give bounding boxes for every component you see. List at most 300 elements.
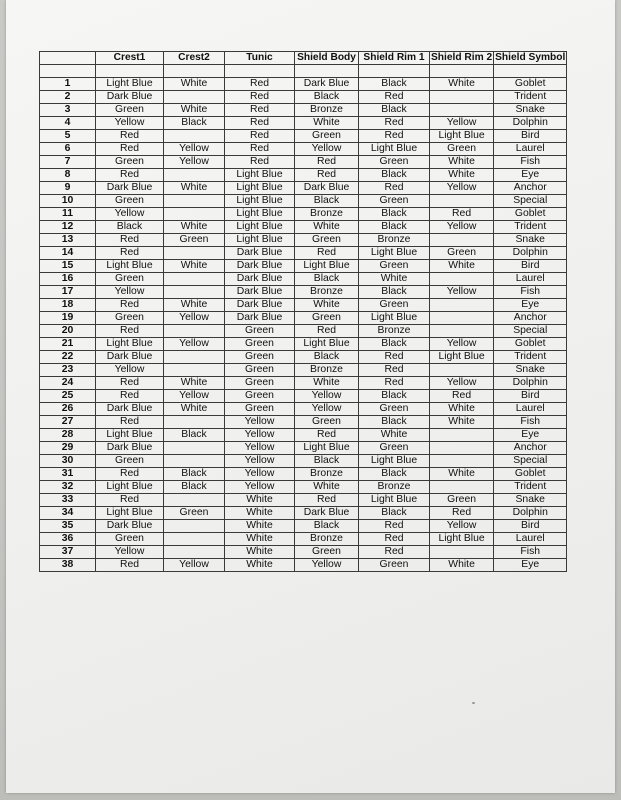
row-number-cell: 31	[40, 468, 96, 481]
row-number-cell: 17	[40, 286, 96, 299]
table-cell	[430, 299, 494, 312]
table-row	[40, 260, 567, 273]
table-cell: Black	[359, 286, 430, 299]
table-cell: Bronze	[295, 104, 359, 117]
table-cell: White	[225, 520, 295, 533]
table-cell: Green	[359, 260, 430, 273]
table-cell: Light Blue	[225, 221, 295, 234]
table-cell: Dark Blue	[225, 299, 295, 312]
table-cell: Red	[359, 182, 430, 195]
table-cell: Light Blue	[430, 130, 494, 143]
table-cell: Red	[295, 494, 359, 507]
table-cell: Red	[359, 351, 430, 364]
table-cell: Red	[359, 130, 430, 143]
table-cell: Red	[96, 325, 164, 338]
table-cell: Green	[96, 455, 164, 468]
table-cell: Green	[359, 156, 430, 169]
table-row	[40, 117, 567, 130]
table-row	[40, 403, 567, 416]
row-number-cell: 5	[40, 130, 96, 143]
table-cell: Red	[225, 143, 295, 156]
table-cell: White	[430, 169, 494, 182]
table-cell: White	[164, 182, 225, 195]
row-number-cell: 2	[40, 91, 96, 104]
table-cell: Light Blue	[225, 182, 295, 195]
table-cell: White	[430, 559, 494, 572]
header-cell: Shield Rim 2	[431, 52, 493, 63]
table-cell: Red	[96, 390, 164, 403]
table-cell: Yellow	[430, 221, 494, 234]
table-cell: Light Blue	[430, 533, 494, 546]
table-cell: Red	[430, 208, 494, 221]
header-cell: Crest2	[164, 52, 225, 65]
empty-cell	[359, 65, 430, 78]
table-cell: Green	[359, 442, 430, 455]
table-cell: Red	[225, 117, 295, 130]
table-cell	[430, 429, 494, 442]
table-cell: Fish	[494, 546, 567, 559]
table-cell: Bronze	[359, 481, 430, 494]
table-cell: Green	[295, 130, 359, 143]
table-cell: Snake	[494, 494, 567, 507]
table-cell: Light Blue	[225, 169, 295, 182]
table-cell: Red	[359, 546, 430, 559]
table-cell: White	[164, 260, 225, 273]
header-cell: Shield Body	[295, 52, 359, 65]
row-number-cell: 15	[40, 260, 96, 273]
table-cell: Red	[96, 494, 164, 507]
table-cell: Red	[359, 520, 430, 533]
row-number-cell: 8	[40, 169, 96, 182]
table-cell: Yellow	[96, 364, 164, 377]
table-cell: Red	[96, 377, 164, 390]
table-cell: Yellow	[225, 481, 295, 494]
table-cell: White	[430, 416, 494, 429]
table-cell: Yellow	[430, 286, 494, 299]
table-cell	[164, 208, 225, 221]
table-cell: Yellow	[164, 156, 225, 169]
table-row	[40, 221, 567, 234]
table-cell: Bird	[494, 520, 567, 533]
table-row	[40, 533, 567, 546]
table-row	[40, 312, 567, 325]
table-cell: Dark Blue	[96, 351, 164, 364]
table-cell: Bird	[494, 390, 567, 403]
table-cell: Yellow	[225, 429, 295, 442]
table-cell: Yellow	[225, 468, 295, 481]
table-cell: Red	[359, 364, 430, 377]
row-number-cell: 19	[40, 312, 96, 325]
table-row	[40, 104, 567, 117]
table-cell: White	[359, 429, 430, 442]
table-row	[40, 208, 567, 221]
table-row	[40, 130, 567, 143]
table-cell: Green	[225, 364, 295, 377]
table-cell: White	[430, 403, 494, 416]
table-cell: Yellow	[430, 338, 494, 351]
table-cell	[164, 520, 225, 533]
table-cell: Light Blue	[96, 481, 164, 494]
table-cell	[164, 533, 225, 546]
table-cell: Eye	[494, 559, 567, 572]
table-row	[40, 143, 567, 156]
table-cell: Green	[96, 195, 164, 208]
table-cell: Light Blue	[225, 234, 295, 247]
empty-cell	[225, 65, 295, 78]
table-cell: Yellow	[295, 559, 359, 572]
table-cell: Red	[295, 169, 359, 182]
row-number-cell: 32	[40, 481, 96, 494]
table-cell: Yellow	[96, 208, 164, 221]
table-cell	[430, 104, 494, 117]
table-cell	[430, 364, 494, 377]
table-cell: Green	[225, 338, 295, 351]
table-cell: Bird	[494, 130, 567, 143]
table-cell: Red	[295, 247, 359, 260]
table-cell: Green	[359, 403, 430, 416]
table-cell: Dolphin	[494, 247, 567, 260]
table-cell: Trident	[494, 351, 567, 364]
table-cell: Red	[359, 117, 430, 130]
table-cell: Eye	[494, 429, 567, 442]
table-cell: Red	[96, 468, 164, 481]
table-cell: Special	[494, 195, 567, 208]
row-number-cell: 26	[40, 403, 96, 416]
table-cell: Light Blue	[96, 507, 164, 520]
table-row	[40, 247, 567, 260]
empty-cell	[494, 65, 567, 78]
table-cell: Fish	[494, 286, 567, 299]
table-cell: Laurel	[494, 273, 567, 286]
table-cell	[430, 312, 494, 325]
table-cell: Yellow	[164, 312, 225, 325]
table-cell: Special	[494, 325, 567, 338]
table-cell: Bronze	[359, 234, 430, 247]
table-cell: Red	[96, 247, 164, 260]
table-cell: Light Blue	[359, 455, 430, 468]
table-cell: Light Blue	[96, 429, 164, 442]
table-cell: White	[295, 221, 359, 234]
table-cell: Red	[359, 91, 430, 104]
table-cell: Red	[295, 429, 359, 442]
table-cell: Light Blue	[96, 260, 164, 273]
table-cell	[164, 247, 225, 260]
color-assignment-table	[39, 51, 567, 572]
table-cell: Laurel	[494, 403, 567, 416]
table-cell: Black	[359, 104, 430, 117]
table-cell	[164, 416, 225, 429]
table-cell: Yellow	[225, 455, 295, 468]
empty-cell	[295, 65, 359, 78]
empty-cell	[96, 65, 164, 78]
table-cell: Bird	[494, 260, 567, 273]
table-cell: Black	[295, 195, 359, 208]
table-row	[40, 429, 567, 442]
row-number-cell: 27	[40, 416, 96, 429]
table-cell: Green	[225, 390, 295, 403]
row-number-cell: 33	[40, 494, 96, 507]
table-cell: Light Blue	[430, 351, 494, 364]
table-cell: Black	[295, 273, 359, 286]
table-cell: Green	[96, 533, 164, 546]
table-cell	[164, 195, 225, 208]
table-cell: Yellow	[96, 546, 164, 559]
table-cell: Black	[164, 429, 225, 442]
table-cell: White	[164, 403, 225, 416]
table-cell: Green	[295, 312, 359, 325]
empty-cell	[430, 65, 494, 78]
row-number-cell: 20	[40, 325, 96, 338]
table-cell: Red	[225, 104, 295, 117]
table-cell: Black	[359, 507, 430, 520]
table-cell: Dark Blue	[96, 182, 164, 195]
row-number-cell: 36	[40, 533, 96, 546]
table-cell: Black	[359, 169, 430, 182]
table-cell	[164, 325, 225, 338]
table-cell: Dark Blue	[96, 91, 164, 104]
table-cell: Dark Blue	[96, 403, 164, 416]
table-cell	[164, 455, 225, 468]
table-row	[40, 546, 567, 559]
table-row	[40, 559, 567, 572]
table-cell: Bronze	[295, 286, 359, 299]
table-cell: Dark Blue	[225, 273, 295, 286]
table-cell: Red	[225, 91, 295, 104]
table-cell: Red	[225, 130, 295, 143]
table-cell	[430, 325, 494, 338]
table-cell: Yellow	[164, 390, 225, 403]
row-number-cell: 23	[40, 364, 96, 377]
table-cell: Goblet	[494, 468, 567, 481]
table-cell: Black	[164, 481, 225, 494]
header-cell	[40, 52, 96, 65]
table-cell: White	[225, 533, 295, 546]
table-cell	[430, 195, 494, 208]
table-cell: Yellow	[96, 117, 164, 130]
table-cell: White	[225, 559, 295, 572]
table-cell: Yellow	[295, 390, 359, 403]
table-cell: Dark Blue	[225, 247, 295, 260]
table-cell: Yellow	[295, 143, 359, 156]
header-cell: Tunic	[225, 52, 295, 65]
table-cell: Green	[359, 299, 430, 312]
table-row	[40, 442, 567, 455]
table-row	[40, 416, 567, 429]
table-cell: Green	[359, 559, 430, 572]
table-cell: Fish	[494, 156, 567, 169]
table-cell: Green	[96, 273, 164, 286]
row-number-cell: 30	[40, 455, 96, 468]
table-cell: Bronze	[295, 208, 359, 221]
table-cell: Fish	[494, 416, 567, 429]
table-cell: Yellow	[430, 182, 494, 195]
spacer-row	[40, 65, 567, 78]
table-cell: White	[164, 377, 225, 390]
table-cell: Bronze	[295, 468, 359, 481]
header-cell: Shield Rim 1	[359, 52, 430, 65]
table-cell: Trident	[494, 481, 567, 494]
row-number-cell: 1	[40, 78, 96, 91]
table-cell: Green	[96, 156, 164, 169]
row-number-cell: 6	[40, 143, 96, 156]
table-cell: Light Blue	[295, 260, 359, 273]
table-cell: White	[295, 117, 359, 130]
table-cell: Light Blue	[295, 338, 359, 351]
table-cell: White	[430, 468, 494, 481]
table-row	[40, 169, 567, 182]
table-cell: Eye	[494, 169, 567, 182]
table-cell: White	[430, 260, 494, 273]
row-number-cell: 10	[40, 195, 96, 208]
table-cell: White	[164, 299, 225, 312]
table-cell	[430, 442, 494, 455]
table-cell: Light Blue	[225, 195, 295, 208]
table-cell: Red	[96, 130, 164, 143]
table-cell	[164, 546, 225, 559]
table-cell	[430, 234, 494, 247]
table-cell: Laurel	[494, 143, 567, 156]
table-cell: Goblet	[494, 338, 567, 351]
row-number-cell: 16	[40, 273, 96, 286]
pen-mark	[472, 702, 475, 704]
row-number-cell: 24	[40, 377, 96, 390]
table-row	[40, 182, 567, 195]
table-cell	[430, 273, 494, 286]
table-cell	[164, 130, 225, 143]
table-cell: Red	[295, 156, 359, 169]
table-row	[40, 286, 567, 299]
table-cell: Red	[96, 143, 164, 156]
row-number-cell: 12	[40, 221, 96, 234]
table-cell	[164, 169, 225, 182]
table-cell: Light Blue	[359, 494, 430, 507]
table-cell: Dark Blue	[96, 520, 164, 533]
table-cell: White	[430, 156, 494, 169]
table-cell	[164, 91, 225, 104]
empty-cell	[164, 65, 225, 78]
table-cell: Black	[359, 208, 430, 221]
header-cell: Crest1	[96, 52, 164, 65]
row-number-cell: 3	[40, 104, 96, 117]
table-cell: White	[225, 546, 295, 559]
table-cell: Dolphin	[494, 377, 567, 390]
table-cell: Yellow	[430, 377, 494, 390]
table-cell: Bronze	[295, 364, 359, 377]
row-number-cell: 21	[40, 338, 96, 351]
table-cell: Green	[430, 494, 494, 507]
table-cell: Green	[295, 234, 359, 247]
table-cell: Dark Blue	[225, 312, 295, 325]
table-cell: Dolphin	[494, 117, 567, 130]
table-cell: Black	[295, 351, 359, 364]
table-cell	[430, 481, 494, 494]
row-number-cell: 38	[40, 559, 96, 572]
row-number-cell: 25	[40, 390, 96, 403]
table-cell	[164, 442, 225, 455]
table-cell: Green	[225, 325, 295, 338]
table-cell: White	[225, 507, 295, 520]
table-cell: Dark Blue	[96, 442, 164, 455]
table-cell: Black	[359, 78, 430, 91]
table-cell: Bronze	[295, 533, 359, 546]
table-cell: Black	[359, 416, 430, 429]
table-cell	[164, 494, 225, 507]
table-row	[40, 91, 567, 104]
table-cell: Dark Blue	[295, 507, 359, 520]
table-cell	[430, 546, 494, 559]
table-cell: Red	[359, 533, 430, 546]
table-cell: Red	[295, 325, 359, 338]
table-cell: Green	[430, 247, 494, 260]
table-cell: Red	[430, 390, 494, 403]
table-cell: Yellow	[430, 117, 494, 130]
table-cell: Yellow	[295, 403, 359, 416]
table-cell: Yellow	[225, 416, 295, 429]
table-cell: Green	[295, 546, 359, 559]
table-cell: Green	[359, 195, 430, 208]
table-cell: Red	[96, 234, 164, 247]
table-row	[40, 234, 567, 247]
row-number-cell: 28	[40, 429, 96, 442]
row-number-cell: 29	[40, 442, 96, 455]
table-cell: Black	[295, 91, 359, 104]
table-cell: Anchor	[494, 182, 567, 195]
row-number-cell: 4	[40, 117, 96, 130]
table-cell: Red	[359, 377, 430, 390]
table-row	[40, 390, 567, 403]
table-cell: Snake	[494, 364, 567, 377]
paper-sheet	[6, 0, 615, 793]
table-row	[40, 299, 567, 312]
table-cell: Laurel	[494, 533, 567, 546]
table-cell: Black	[164, 468, 225, 481]
table-cell: Eye	[494, 299, 567, 312]
table-cell: Red	[225, 78, 295, 91]
table-cell: Green	[225, 351, 295, 364]
table-row	[40, 273, 567, 286]
table-row	[40, 507, 567, 520]
table-cell: Yellow	[430, 520, 494, 533]
table-cell: White	[164, 221, 225, 234]
table-cell: Dark Blue	[225, 260, 295, 273]
table-cell: Light Blue	[359, 247, 430, 260]
header-cell: Shield Symbol	[495, 52, 566, 63]
table-cell: Light Blue	[96, 338, 164, 351]
table-cell: Light Blue	[295, 442, 359, 455]
table-cell: Green	[295, 416, 359, 429]
table-cell: Dolphin	[494, 507, 567, 520]
table-cell: Green	[96, 312, 164, 325]
table-cell	[430, 91, 494, 104]
table-row	[40, 325, 567, 338]
table-cell	[164, 364, 225, 377]
table-cell	[164, 286, 225, 299]
table-cell: Green	[96, 104, 164, 117]
table-cell: White	[359, 273, 430, 286]
row-number-cell: 34	[40, 507, 96, 520]
table-cell: Black	[359, 221, 430, 234]
table-cell: Red	[96, 416, 164, 429]
table-row	[40, 78, 567, 91]
table-cell: White	[225, 494, 295, 507]
table-cell: Light Blue	[225, 208, 295, 221]
table-cell: Trident	[494, 91, 567, 104]
row-number-cell: 11	[40, 208, 96, 221]
table-cell: Bronze	[359, 325, 430, 338]
table-row	[40, 520, 567, 533]
table-cell: Trident	[494, 221, 567, 234]
row-number-cell: 9	[40, 182, 96, 195]
